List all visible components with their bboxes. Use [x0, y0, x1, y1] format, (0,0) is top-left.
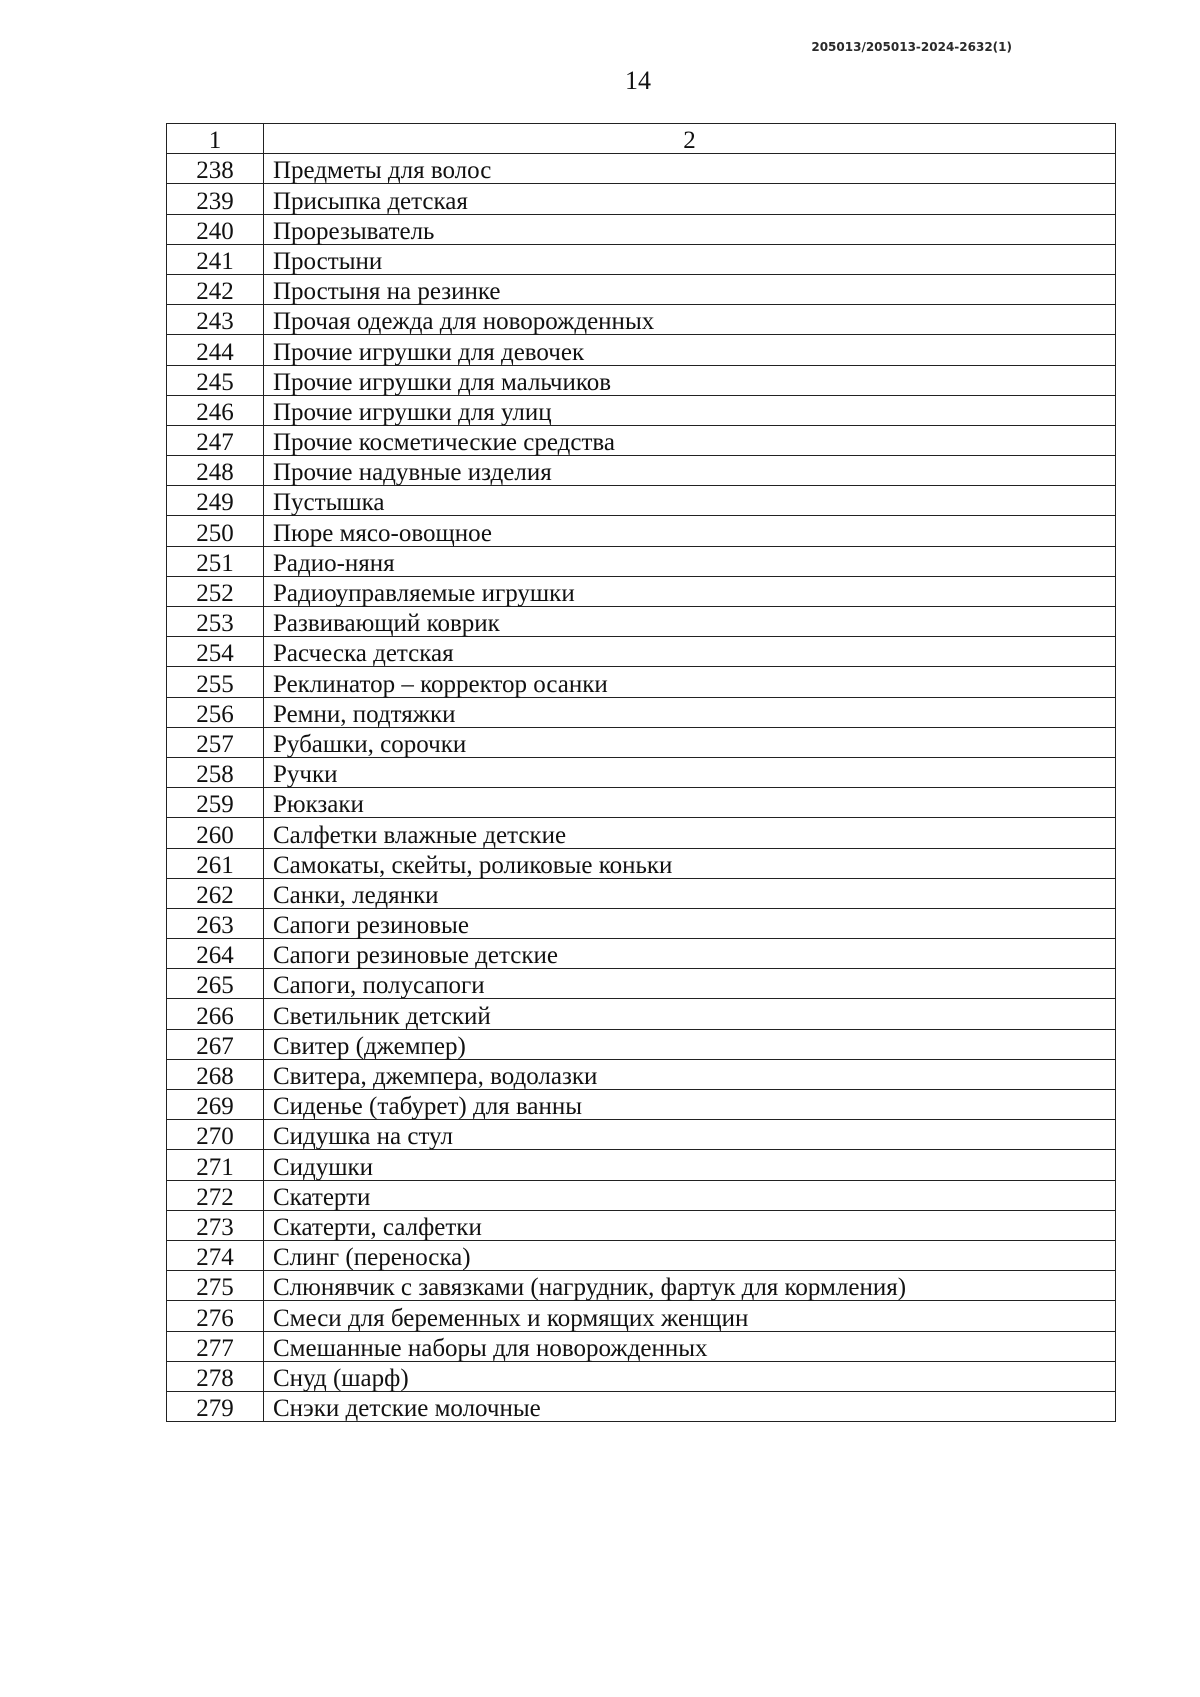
row-number: 279	[167, 1391, 264, 1421]
table-row	[167, 1240, 1116, 1270]
table-row	[167, 757, 1116, 787]
row-number: 253	[167, 607, 264, 637]
table-row	[167, 697, 1116, 727]
row-number: 268	[167, 1059, 264, 1089]
table-row	[167, 1120, 1116, 1150]
item-name: Свитер (джемпер)	[264, 1029, 1116, 1059]
row-number: 274	[167, 1240, 264, 1270]
table-row	[167, 546, 1116, 576]
item-name: Расческа детская	[264, 637, 1116, 667]
item-name: Реклинатор – корректор осанки	[264, 667, 1116, 697]
table-row	[167, 1301, 1116, 1331]
table-row	[167, 727, 1116, 757]
row-number: 260	[167, 818, 264, 848]
table-row	[167, 305, 1116, 335]
item-name: Прорезыватель	[264, 214, 1116, 244]
item-name: Прочая одежда для новорожденных	[264, 305, 1116, 335]
item-name: Слюнявчик с завязками (нагрудник, фартук для кормления)	[264, 1271, 1116, 1301]
item-name: Рюкзаки	[264, 788, 1116, 818]
item-name: Салфетки влажные детские	[264, 818, 1116, 848]
row-number: 242	[167, 274, 264, 304]
row-number: 256	[167, 697, 264, 727]
row-number: 265	[167, 969, 264, 999]
item-name: Сапоги резиновые	[264, 908, 1116, 938]
table-row	[167, 607, 1116, 637]
table-row	[167, 425, 1116, 455]
item-name: Прочие игрушки для девочек	[264, 335, 1116, 365]
table-row	[167, 818, 1116, 848]
row-number: 255	[167, 667, 264, 697]
table-row	[167, 576, 1116, 606]
item-name: Простыня на резинке	[264, 274, 1116, 304]
row-number: 244	[167, 335, 264, 365]
item-name: Светильник детский	[264, 999, 1116, 1029]
table-row	[167, 1090, 1116, 1120]
table-row	[167, 637, 1116, 667]
row-number: 251	[167, 546, 264, 576]
row-number: 276	[167, 1301, 264, 1331]
table-row	[167, 1210, 1116, 1240]
item-name: Сапоги резиновые детские	[264, 939, 1116, 969]
table-row	[167, 516, 1116, 546]
table-row	[167, 1059, 1116, 1089]
item-name: Развивающий коврик	[264, 607, 1116, 637]
table-header-row	[167, 124, 1116, 154]
row-number: 263	[167, 908, 264, 938]
table-row	[167, 486, 1116, 516]
item-name: Санки, ледянки	[264, 878, 1116, 908]
item-name: Снэки детские молочные	[264, 1391, 1116, 1421]
row-number: 272	[167, 1180, 264, 1210]
item-name: Пустышка	[264, 486, 1116, 516]
table-row	[167, 1271, 1116, 1301]
row-number: 249	[167, 486, 264, 516]
row-number: 277	[167, 1331, 264, 1361]
item-name: Ручки	[264, 757, 1116, 787]
row-number: 250	[167, 516, 264, 546]
item-name: Рубашки, сорочки	[264, 727, 1116, 757]
table-row	[167, 456, 1116, 486]
item-name: Радиоуправляемые игрушки	[264, 576, 1116, 606]
row-number: 247	[167, 425, 264, 455]
table-row	[167, 939, 1116, 969]
table-row	[167, 335, 1116, 365]
row-number: 258	[167, 757, 264, 787]
item-name: Присыпка детская	[264, 184, 1116, 214]
item-name: Предметы для волос	[264, 154, 1116, 184]
item-name: Слинг (переноска)	[264, 1240, 1116, 1270]
item-name: Прочие игрушки для улиц	[264, 395, 1116, 425]
item-name: Сидушки	[264, 1150, 1116, 1180]
row-number: 245	[167, 365, 264, 395]
item-name: Свитера, джемпера, водолазки	[264, 1059, 1116, 1089]
item-name: Снуд (шарф)	[264, 1361, 1116, 1391]
row-number: 252	[167, 576, 264, 606]
table-row	[167, 365, 1116, 395]
row-number: 269	[167, 1090, 264, 1120]
table-row	[167, 908, 1116, 938]
item-name: Скатерти, салфетки	[264, 1210, 1116, 1240]
column-header-name: 2	[264, 124, 1116, 154]
item-name: Пюре мясо-овощное	[264, 516, 1116, 546]
item-name: Сапоги, полусапоги	[264, 969, 1116, 999]
row-number: 239	[167, 184, 264, 214]
row-number: 270	[167, 1120, 264, 1150]
table-row	[167, 999, 1116, 1029]
row-number: 273	[167, 1210, 264, 1240]
document-id: 205013/205013-2024-2632(1)	[811, 40, 1012, 54]
row-number: 238	[167, 154, 264, 184]
table-row	[167, 244, 1116, 274]
item-name: Прочие игрушки для мальчиков	[264, 365, 1116, 395]
table-row	[167, 1391, 1116, 1421]
row-number: 264	[167, 939, 264, 969]
item-name: Смешанные наборы для новорожденных	[264, 1331, 1116, 1361]
row-number: 266	[167, 999, 264, 1029]
items-table	[166, 123, 1116, 1422]
table-row	[167, 667, 1116, 697]
row-number: 240	[167, 214, 264, 244]
item-name: Ремни, подтяжки	[264, 697, 1116, 727]
page-number: 14	[625, 66, 651, 95]
row-number: 248	[167, 456, 264, 486]
table-row	[167, 1180, 1116, 1210]
row-number: 241	[167, 244, 264, 274]
row-number: 246	[167, 395, 264, 425]
table-row	[167, 274, 1116, 304]
table-row	[167, 1331, 1116, 1361]
table-row	[167, 1150, 1116, 1180]
table-row	[167, 1361, 1116, 1391]
row-number: 278	[167, 1361, 264, 1391]
row-number: 259	[167, 788, 264, 818]
item-name: Сиденье (табурет) для ванны	[264, 1090, 1116, 1120]
row-number: 267	[167, 1029, 264, 1059]
item-name: Самокаты, скейты, роликовые коньки	[264, 848, 1116, 878]
row-number: 257	[167, 727, 264, 757]
table-row	[167, 969, 1116, 999]
row-number: 243	[167, 305, 264, 335]
table-row	[167, 184, 1116, 214]
item-name: Прочие надувные изделия	[264, 456, 1116, 486]
item-name: Прочие косметические средства	[264, 425, 1116, 455]
row-number: 271	[167, 1150, 264, 1180]
item-name: Скатерти	[264, 1180, 1116, 1210]
item-name: Простыни	[264, 244, 1116, 274]
table-row	[167, 154, 1116, 184]
table-row	[167, 848, 1116, 878]
row-number: 261	[167, 848, 264, 878]
item-name: Сидушка на стул	[264, 1120, 1116, 1150]
table-row	[167, 878, 1116, 908]
item-name: Радио-няня	[264, 546, 1116, 576]
row-number: 275	[167, 1271, 264, 1301]
table-row	[167, 214, 1116, 244]
table-row	[167, 788, 1116, 818]
row-number: 254	[167, 637, 264, 667]
table-row	[167, 1029, 1116, 1059]
column-header-number: 1	[167, 124, 264, 154]
table-row	[167, 395, 1116, 425]
row-number: 262	[167, 878, 264, 908]
item-name: Смеси для беременных и кормящих женщин	[264, 1301, 1116, 1331]
